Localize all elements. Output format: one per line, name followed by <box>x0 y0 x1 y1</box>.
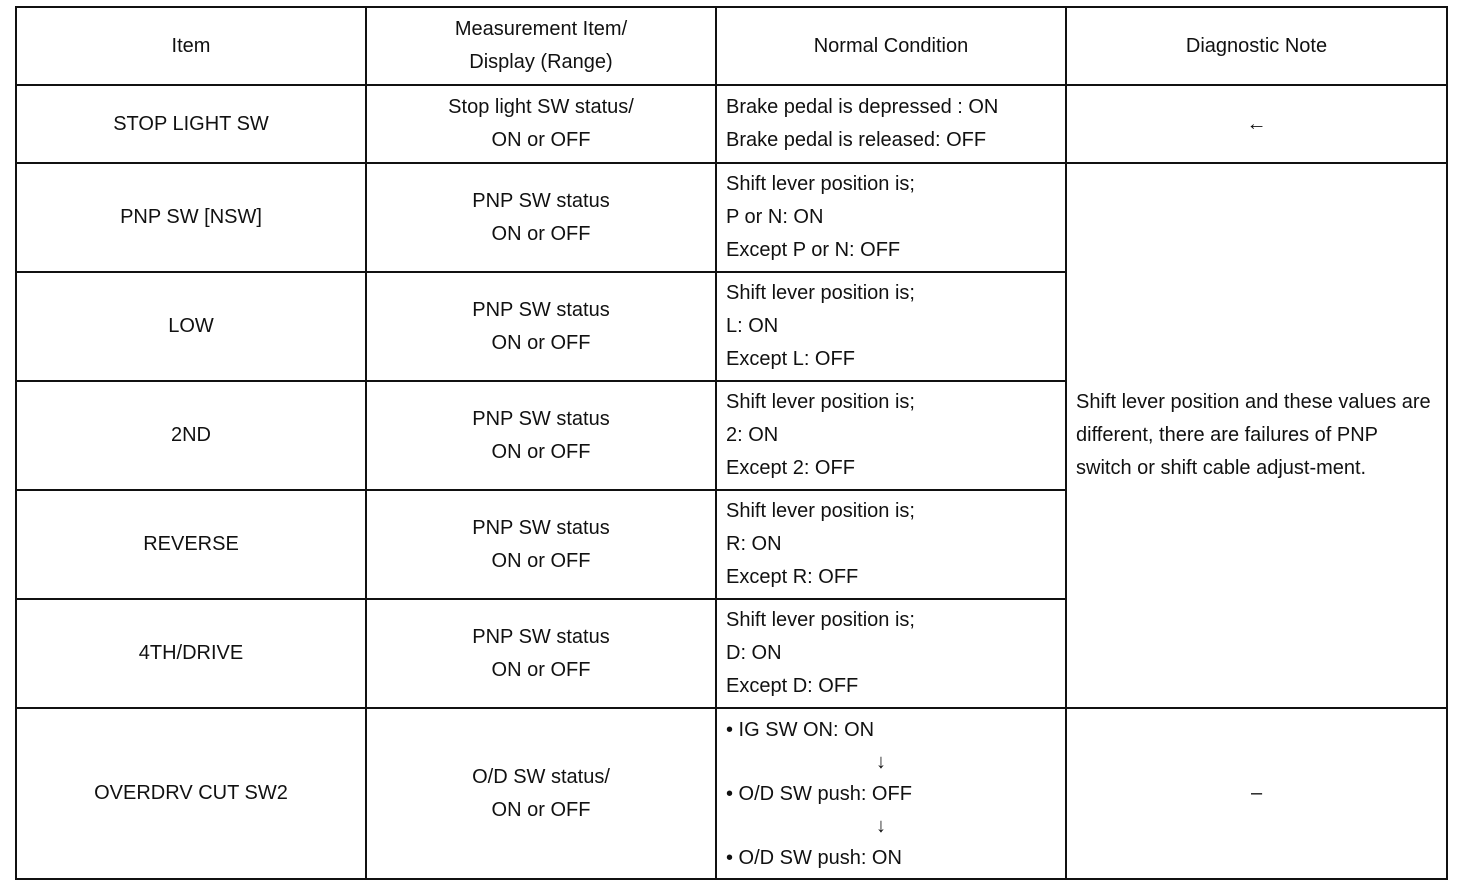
header-measurement <box>366 7 716 85</box>
table-row-pnp-sw <box>16 163 1447 272</box>
down-arrow-icon: ↓ <box>876 750 886 773</box>
condition-line: 2: ON <box>726 424 779 446</box>
condition-line: Brake pedal is released: OFF <box>726 129 987 151</box>
normal-condition-cell <box>716 708 1066 879</box>
condition-line: Except P or N: OFF <box>726 239 901 261</box>
condition-line: L: ON <box>726 315 779 337</box>
item-cell: OVERDRV CUT SW2 <box>16 708 366 879</box>
condition-line: Shift lever position is; <box>726 282 915 304</box>
condition-line: R: ON <box>726 533 782 555</box>
measurement-line: ON or OFF <box>491 549 591 572</box>
measurement-cell <box>366 708 716 879</box>
header-item: Item <box>16 7 366 85</box>
diagnostic-data-table <box>15 6 1448 880</box>
measurement-line: PNP SW status <box>472 407 610 430</box>
measurement-cell <box>366 85 716 163</box>
table-row-overdrv-cut <box>16 708 1447 879</box>
item-cell: STOP LIGHT SW <box>16 85 366 163</box>
measurement-cell <box>366 599 716 708</box>
down-arrow-icon: ↓ <box>876 814 886 837</box>
condition-line: Except 2: OFF <box>726 457 855 479</box>
header-row <box>16 7 1447 85</box>
normal-condition-cell <box>716 599 1066 708</box>
measurement-line: ON or OFF <box>491 331 591 354</box>
measurement-line: ON or OFF <box>491 129 591 151</box>
diagnostic-note-cell <box>1066 85 1447 163</box>
normal-condition-cell <box>716 490 1066 599</box>
condition-line: Brake pedal is depressed : ON <box>726 96 999 118</box>
item-cell: LOW <box>16 272 366 381</box>
dash-icon: – <box>1250 782 1263 804</box>
measurement-cell <box>366 490 716 599</box>
measurement-cell <box>366 163 716 272</box>
diagnostic-note-cell <box>1066 708 1447 879</box>
header-diagnostic-note: Diagnostic Note <box>1066 7 1447 85</box>
condition-line: Except D: OFF <box>726 675 859 697</box>
measurement-line: PNP SW status <box>472 298 610 321</box>
measurement-line: ON or OFF <box>491 222 591 245</box>
measurement-line: ON or OFF <box>491 798 591 821</box>
normal-condition-cell <box>716 163 1066 272</box>
measurement-line: ON or OFF <box>491 440 591 463</box>
measurement-line: PNP SW status <box>472 625 610 648</box>
header-measurement-line1: Measurement Item/ <box>454 18 628 40</box>
measurement-line: Stop light SW status/ <box>448 96 634 118</box>
condition-line: Shift lever position is; <box>726 173 915 195</box>
condition-line: Shift lever position is; <box>726 391 915 413</box>
normal-condition-cell <box>716 381 1066 490</box>
measurement-line: PNP SW status <box>472 189 610 212</box>
left-arrow-icon: ← <box>1246 112 1267 135</box>
condition-line: • O/D SW push: ON <box>726 846 902 869</box>
condition-line: • IG SW ON: ON <box>726 718 875 741</box>
normal-condition-cell <box>716 85 1066 163</box>
condition-line: Except R: OFF <box>726 566 859 588</box>
condition-line: Except L: OFF <box>726 348 855 370</box>
item-cell: 4TH/DRIVE <box>16 599 366 708</box>
condition-line: P or N: ON <box>726 206 824 228</box>
condition-line: Shift lever position is; <box>726 500 915 522</box>
item-cell: PNP SW [NSW] <box>16 163 366 272</box>
item-cell: REVERSE <box>16 490 366 599</box>
measurement-cell <box>366 381 716 490</box>
condition-line: • O/D SW push: OFF <box>726 782 912 805</box>
normal-condition-cell <box>716 272 1066 381</box>
measurement-line: ON or OFF <box>491 658 591 681</box>
condition-line: Shift lever position is; <box>726 609 915 631</box>
item-cell: 2ND <box>16 381 366 490</box>
measurement-cell <box>366 272 716 381</box>
header-normal-condition: Normal Condition <box>716 7 1066 85</box>
table-row-stop-light <box>16 85 1447 163</box>
header-measurement-line2: Display (Range) <box>469 51 613 73</box>
measurement-line: PNP SW status <box>472 516 610 539</box>
shared-diagnostic-note-cell: Shift lever position and these values are different, there are failures of PNP switch or shift cable adjust-ment. <box>1066 163 1447 708</box>
condition-line: D: ON <box>726 642 782 664</box>
measurement-line: O/D SW status/ <box>472 765 610 788</box>
